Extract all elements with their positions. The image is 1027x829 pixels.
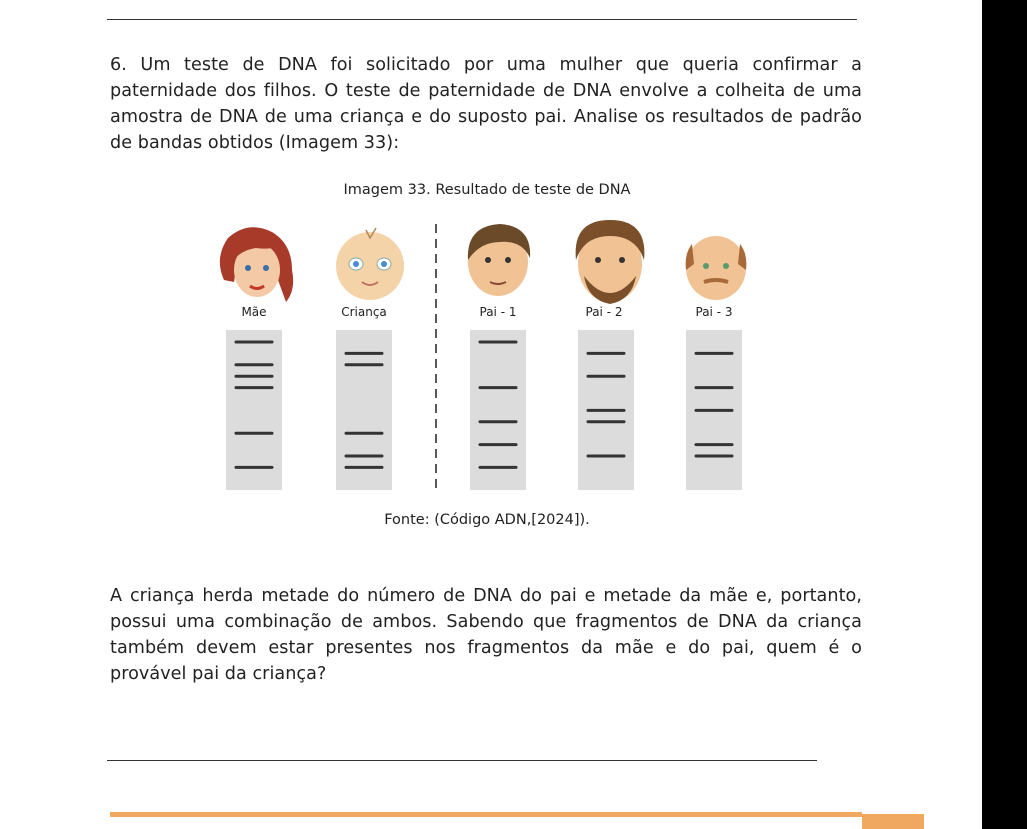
lane-label-father-1: Pai - 1 <box>479 305 517 319</box>
answer-prompt-text: A criança herda metade do número de DNA do pai e metade da mãe e, portanto, possui uma combinação de ambos. Sabendo que fragmentos de DNA da criança também devem estar presentes nos fragmentos da mãe e do pai, quem é o provável pai da criança? <box>110 586 862 684</box>
question-text: 6. Um teste de DNA foi solicitado por uma mulher que queria confirmar a paternidade dos filhos. O teste de paternidade de DNA envolve a colheita de uma amostra de DNA de uma criança e do suposto pai. Analise os resultados de padrão de bandas obtidos (Imagem 33): <box>110 55 862 153</box>
lane-label-child: Criança <box>341 305 387 319</box>
footer-accent-bar <box>110 812 862 817</box>
lane-label-father-3: Pai - 3 <box>695 305 733 319</box>
dna-test-figure <box>200 210 774 510</box>
screen-edge-bar <box>982 0 1027 829</box>
mother-face-icon <box>220 227 293 302</box>
figure-caption: Imagem 33. Resultado de teste de DNA <box>343 182 631 198</box>
top-divider-line <box>107 19 857 20</box>
lane-label-father-2: Pai - 2 <box>585 305 623 319</box>
gel-lanes <box>226 330 742 490</box>
father-1-face-icon <box>468 224 530 296</box>
father-3-face-icon <box>686 236 747 300</box>
lane-label-mother: Mãe <box>241 305 267 319</box>
answer-line[interactable] <box>107 760 817 761</box>
father-2-face-icon <box>576 220 645 304</box>
footer-accent-block <box>862 814 924 829</box>
dna-figure-svg <box>200 210 774 510</box>
child-face-icon <box>336 228 404 300</box>
figure-source: Fonte: (Código ADN,[2024]). <box>384 512 590 528</box>
